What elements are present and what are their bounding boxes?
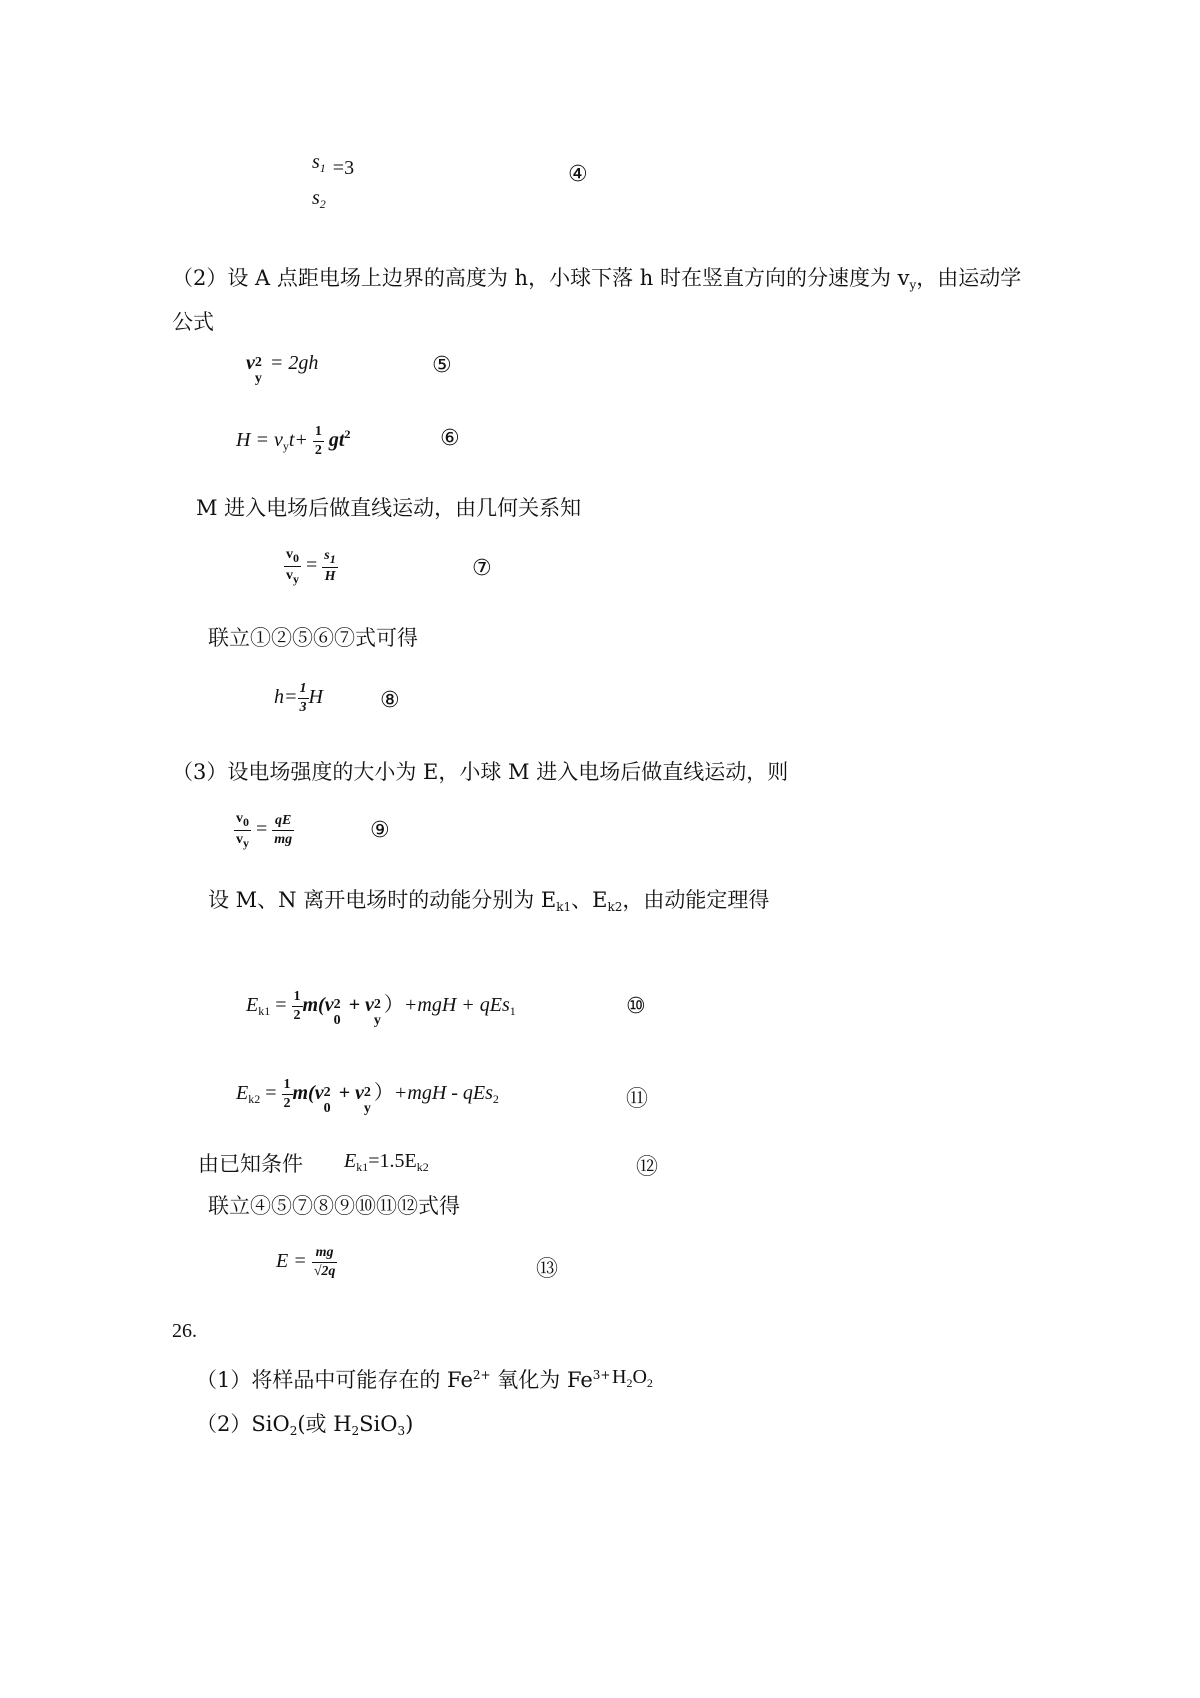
equation-marker-13: ⑬ (536, 1257, 559, 1282)
equation-11: $E_{k2}$ = $\frac{1}{2}$ m(v 2 0 + v 2 y ）+mgH - qEs$_2$ (236, 1076, 499, 1116)
fraction-one-half: $\frac{1}{2}$ (314, 424, 322, 458)
part2-line1: （2）设 A 点距电场上边界的高度为 h，小球下落 h 时在竖直方向的分速度为 $v_y$，由运动学 (172, 266, 1022, 292)
q26-answer-1-reagent: $H_2O_2$ (612, 1366, 653, 1390)
equation-12: $E_{k1}=1.5E_{k2}$ (344, 1150, 429, 1174)
fraction-v0-over-vy-2: $\frac{v0}{vy}$ (236, 811, 249, 850)
part3-line: （3）设电场强度的大小为 E，小球 M 进入电场后做直线运动，则 (172, 760, 789, 784)
combine-line-1: 联立①②⑤⑥⑦式可得 (208, 626, 418, 650)
equation-9: $\frac{v0}{vy}$ = $\frac{qE}{mg}$ (236, 811, 293, 850)
part2-line2: 公式 (172, 310, 214, 334)
equation-6: $H = v_yt+$ $\frac{1}{2}$ $gt^2$ (236, 424, 351, 458)
question-number-26: 26. (172, 1320, 197, 1342)
q26-answer-1: （1）将样品中可能存在的 $Fe^{2+}$ 氧化为 $Fe^{3+}$ (196, 1368, 611, 1392)
fraction-qe-over-mg: $\frac{qE}{mg}$ (274, 813, 293, 847)
equation-marker-9: ⑨ (370, 818, 390, 843)
combine-line-2: 联立④⑤⑦⑧⑨⑩⑪⑫式得 (208, 1194, 460, 1218)
fraction-v0-over-vy: $\frac{v0}{vy}$ (286, 547, 299, 586)
equation-marker-4: ④ (568, 162, 588, 187)
fraction-mg-over-root2q: $\frac{mg}{√2q}$ (313, 1245, 336, 1279)
equation-10: $E_{k1}$ = $\frac{1}{2}$ m(v 2 0 + v 2 y ）+mgH + qEs$_1$ (246, 988, 516, 1028)
equation-marker-11: ⑪ (626, 1087, 649, 1112)
equation-marker-12: ⑫ (636, 1155, 659, 1180)
equation-8: h= $\frac{1}{3}$ H (274, 681, 323, 715)
fraction-s1-over-s2: $s_1$ $s_2$ (312, 151, 326, 211)
equation-13: E = $\frac{mg}{√2q}$ (276, 1245, 336, 1279)
fraction-one-half-10: $\frac{1}{2}$ (293, 988, 301, 1023)
equation-marker-8: ⑧ (380, 688, 400, 713)
fraction-s1-over-h: $\frac{s1}{H}$ (324, 548, 336, 584)
fraction-one-third: $\frac{1}{3}$ (299, 681, 307, 715)
equation-marker-5: ⑤ (432, 353, 452, 378)
equation-4: $s_1$ $s_2$ =3 (312, 151, 355, 211)
fraction-one-half-11: $\frac{1}{2}$ (283, 1076, 291, 1111)
equation-12-label: 由已知条件 (198, 1152, 303, 1176)
equation-marker-10: ⑩ (626, 994, 646, 1019)
equation-7: $\frac{v0}{vy}$ = $\frac{s1}{H}$ (286, 547, 336, 586)
q26-answer-2: （2）SiO$_2$(或 $H_2SiO_3$) (196, 1412, 414, 1438)
equation-marker-6: ⑥ (440, 426, 460, 451)
equation-5: v 2 y = 2gh (246, 352, 319, 386)
equation-marker-7: ⑦ (472, 556, 492, 581)
m-enters-field-text: M 进入电场后做直线运动，由几何关系知 (196, 496, 582, 520)
kinetic-energy-text: 设 M、N 离开电场时的动能分别为 $E_{k1}$、$E_{k2}$，由动能定理得 (208, 888, 770, 914)
